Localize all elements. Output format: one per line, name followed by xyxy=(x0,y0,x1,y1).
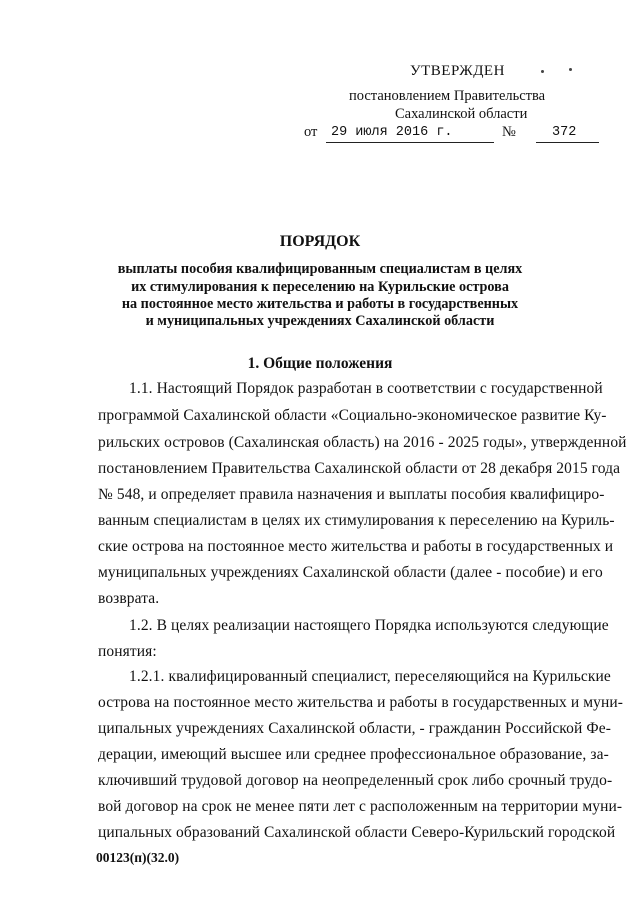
body-line: ципальных образований Сахалинской области Северо-Курильский городской xyxy=(98,824,616,841)
body-line: ские острова на постоянное место жительства и работы в государственных и xyxy=(98,538,614,555)
body-line: муниципальных учреждениях Сахалинской области (далее - пособие) и его xyxy=(98,564,603,581)
number-label: № xyxy=(502,124,516,140)
subtitle-line: на постоянное место жительства и работы в государственных xyxy=(121,296,519,312)
document-code: 00123(п)(32.0) xyxy=(96,850,180,865)
approval-number: 372 xyxy=(552,125,577,140)
body-line: ципальных учреждениях Сахалинской области, - гражданин Российской Фе- xyxy=(98,720,611,737)
body-line: ванным специалистам в целях их стимулирования к переселению на Куриль- xyxy=(98,512,615,529)
body-line: вой договор на срок не менее пяти лет с расположенным на территории муни- xyxy=(98,798,623,815)
body-line: постановлением Правительства Сахалинской области от 28 декабря 2015 года xyxy=(98,460,621,477)
body-line: понятия: xyxy=(98,643,157,660)
number-underline xyxy=(536,142,599,143)
date-underline xyxy=(326,142,494,143)
section-heading: 1. Общие положения xyxy=(247,355,393,372)
body-line: возврата. xyxy=(98,590,160,607)
body-line: 1.1. Настоящий Порядок разработан в соответствии с государственной xyxy=(129,380,603,397)
scan-speck xyxy=(541,70,544,73)
approval-heading: УТВЕРЖДЕН xyxy=(410,63,505,79)
approval-line-1: постановлением Правительства xyxy=(349,88,546,104)
subtitle-line: и муниципальных учреждениях Сахалинской области xyxy=(145,313,495,329)
subtitle-line: выплаты пособия квалифицированным специалистам в целях xyxy=(117,261,523,277)
body-line: дерации, имеющий высшее или среднее профессиональное образование, за- xyxy=(98,746,609,763)
from-label: от xyxy=(304,124,318,140)
approval-date: 29 июля 2016 г. xyxy=(331,125,453,140)
body-line: № 548, и определяет правила назначения и выплаты пособия квалифициро- xyxy=(98,486,605,503)
body-line: острова на постоянное место жительства и работы в государственных и муни- xyxy=(98,694,624,711)
body-line: 1.2.1. квалифицированный специалист, переселяющийся на Курильские xyxy=(129,668,611,685)
body-line: ключивший трудовой договор на неопределенный срок либо срочный трудо- xyxy=(98,772,613,789)
body-line: программой Сахалинской области «Социально-экономическое развитие Ку- xyxy=(98,407,607,424)
body-line: 1.2. В целях реализации настоящего Порядка используются следующие xyxy=(129,617,609,634)
document-title: ПОРЯДОК xyxy=(279,233,361,250)
approval-line-2: Сахалинской области xyxy=(395,106,528,122)
subtitle-line: их стимулирования к переселению на Курильские острова xyxy=(131,279,509,295)
scan-speck xyxy=(569,68,572,71)
body-line: рильских островов (Сахалинская область) на 2016 - 2025 годы», утвержденной xyxy=(98,434,627,451)
